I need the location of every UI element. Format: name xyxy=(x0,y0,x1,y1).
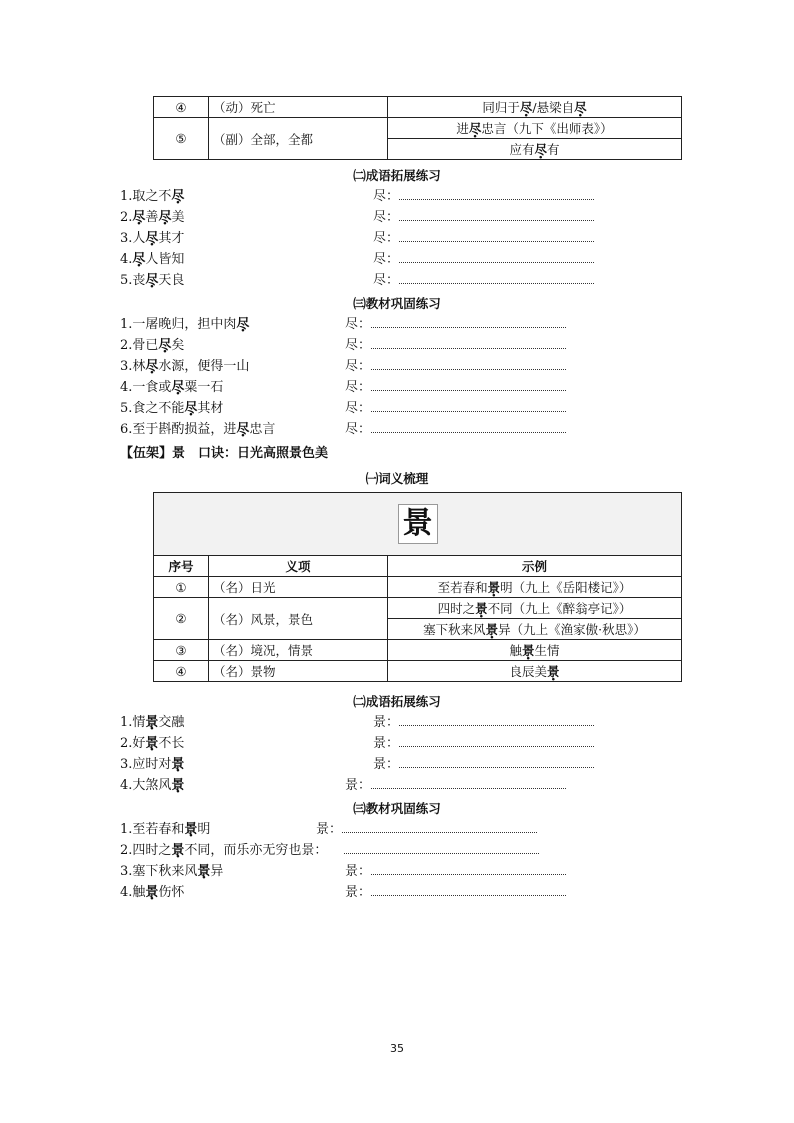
answer-blank[interactable]: 景： xyxy=(373,734,594,754)
list-item: 5.食之不能尽其材 xyxy=(120,401,224,416)
table-cell: ④ xyxy=(154,97,209,118)
section-title: ㈠词义梳理 xyxy=(365,471,429,486)
answer-blank[interactable]: 景： xyxy=(345,776,566,796)
table-cell: （名）境况，情景 xyxy=(209,640,388,661)
answer-blank[interactable]: 尽： xyxy=(373,187,594,207)
table-cell: 触景生情 xyxy=(388,640,682,661)
list-item: 2.尽善尽美 xyxy=(120,210,185,225)
answer-blank[interactable]: 尽： xyxy=(345,336,566,356)
list-item: 1.一屠晚归，担中肉尽 xyxy=(120,317,250,332)
answer-blank[interactable]: 尽： xyxy=(373,229,594,249)
answer-blank[interactable]: 尽： xyxy=(345,315,566,335)
answer-blank[interactable]: 景： xyxy=(345,862,566,882)
jin-meaning-table xyxy=(153,96,682,160)
table-cell: 应有尽有 xyxy=(388,139,682,160)
list-item: 3.林尽水源，便得一山 xyxy=(120,359,250,374)
answer-blank[interactable]: 景： xyxy=(316,820,537,840)
key-char: 景 xyxy=(398,504,438,544)
table-cell: 同归于尽/悬梁自尽 xyxy=(388,97,682,118)
answer-blank[interactable] xyxy=(344,841,539,861)
table-cell: 良辰美景 xyxy=(388,661,682,682)
column-header: 义项 xyxy=(209,556,388,577)
table-cell: （名）风景，景色 xyxy=(209,598,388,640)
column-header: 示例 xyxy=(388,556,682,577)
list-item: 4.尽人皆知 xyxy=(120,252,185,267)
table-cell: ① xyxy=(154,577,209,598)
table-cell: （动）死亡 xyxy=(209,97,388,118)
table-cell: （名）景物 xyxy=(209,661,388,682)
answer-blank[interactable]: 景： xyxy=(373,755,594,775)
part-title: 【伍架】景 口诀：日光高照景色美 xyxy=(120,446,329,461)
list-item: 6.至于斟酌损益，进尽忠言 xyxy=(120,422,276,437)
list-item: 3.应时对景 xyxy=(120,757,185,772)
page-number: 35 xyxy=(390,1042,404,1055)
table-cell: 至若春和景明（九上《岳阳楼记》） xyxy=(388,577,682,598)
table-cell: 进尽忠言（九下《出师表》） xyxy=(388,118,682,139)
list-item: 2.好景不长 xyxy=(120,736,185,751)
table-cell: ⑤ xyxy=(154,118,209,160)
list-item: 5.丧尽天良 xyxy=(120,273,185,288)
answer-blank[interactable]: 尽： xyxy=(373,208,594,228)
column-header: 序号 xyxy=(154,556,209,577)
answer-blank[interactable]: 尽： xyxy=(373,271,594,291)
table-cell: 塞下秋来风景异（九上《渔家傲·秋思》） xyxy=(388,619,682,640)
list-item: 4.大煞风景 xyxy=(120,778,185,793)
list-item: 3.塞下秋来风景异 xyxy=(120,864,224,879)
table-cell: ② xyxy=(154,598,209,640)
list-item: 1.至若春和景明 xyxy=(120,822,211,837)
list-item: 2.骨已尽矣 xyxy=(120,338,185,353)
jing-meaning-table xyxy=(153,492,682,682)
section-title: ㈢教材巩固练习 xyxy=(353,801,441,816)
answer-blank[interactable]: 尽： xyxy=(345,399,566,419)
list-item: 4.一食或尽粟一石 xyxy=(120,380,224,395)
list-item: 2.四时之景不同，而乐亦无穷也景： xyxy=(120,843,328,858)
list-item: 3.人尽其才 xyxy=(120,231,185,246)
answer-blank[interactable]: 景： xyxy=(345,883,566,903)
table-cell: 四时之景不同（九上《醉翁亭记》） xyxy=(388,598,682,619)
answer-blank[interactable]: 景： xyxy=(373,713,594,733)
char-header-cell xyxy=(154,493,682,556)
section-title: ㈡成语拓展练习 xyxy=(353,694,441,709)
table-cell: ④ xyxy=(154,661,209,682)
table-cell: （名）日光 xyxy=(209,577,388,598)
answer-blank[interactable]: 尽： xyxy=(345,357,566,377)
section-title: ㈢教材巩固练习 xyxy=(353,296,441,311)
list-item: 1.情景交融 xyxy=(120,715,185,730)
section-title: ㈡成语拓展练习 xyxy=(353,168,441,183)
answer-blank[interactable]: 尽： xyxy=(345,420,566,440)
table-cell: （副）全部，全都 xyxy=(209,118,388,160)
answer-blank[interactable]: 尽： xyxy=(345,378,566,398)
table-cell: ③ xyxy=(154,640,209,661)
answer-blank[interactable]: 尽： xyxy=(373,250,594,270)
list-item: 4.触景伤怀 xyxy=(120,885,185,900)
list-item: 1.取之不尽 xyxy=(120,189,185,204)
